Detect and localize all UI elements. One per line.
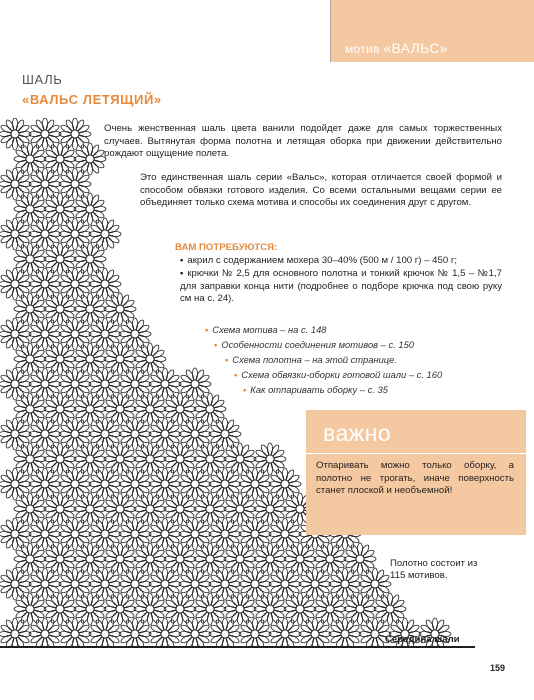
flower-motif	[194, 593, 226, 625]
flower-motif	[134, 443, 166, 475]
flower-motif	[269, 618, 301, 648]
flower-motif	[29, 518, 61, 550]
page-title: ШАЛЬ	[22, 72, 63, 87]
flower-motif	[119, 318, 151, 350]
flower-motif	[164, 543, 196, 575]
flower-motif	[104, 343, 136, 375]
flower-motif	[149, 368, 181, 400]
flower-motif	[329, 618, 361, 648]
flower-motif	[74, 293, 106, 325]
flower-motif	[314, 593, 346, 625]
flower-motif	[104, 293, 136, 325]
center-line-label: Середина шали	[385, 634, 460, 645]
flower-motif	[0, 118, 31, 150]
flower-motif	[0, 168, 31, 200]
flower-motif	[164, 443, 196, 475]
flower-motif	[44, 143, 76, 175]
flower-motif	[29, 168, 61, 200]
section-header	[345, 40, 448, 56]
flower-motif	[0, 218, 31, 250]
header-divider	[330, 0, 331, 62]
flower-motif	[224, 593, 256, 625]
flower-motif	[14, 293, 46, 325]
flower-motif	[254, 593, 286, 625]
flower-motif	[89, 318, 121, 350]
flower-motif	[29, 368, 61, 400]
flower-motif	[14, 593, 46, 625]
materials-item-text: крючки № 2,5 для основного полотна и тонкий крючок № 1,5 – №1,7 для заправки конца нити (подробнее о подборе крючка под свою руку см на с. 24).	[180, 268, 502, 305]
flower-motif	[179, 418, 211, 450]
flower-motif	[134, 593, 166, 625]
flower-motif	[44, 343, 76, 375]
flower-motif	[59, 318, 91, 350]
flower-motif	[74, 443, 106, 475]
flower-motif	[284, 543, 316, 575]
motif-count-note: Полотно состоит из 115 мотивов.	[390, 558, 478, 582]
flower-motif	[29, 218, 61, 250]
flower-motif	[119, 518, 151, 550]
flower-motif	[209, 618, 241, 648]
flower-motif	[179, 568, 211, 600]
important-divider	[306, 453, 526, 454]
flower-motif	[149, 468, 181, 500]
important-text: Отпаривать можно только оборку, а полотно не трогать, иначе поверхность станет плоской и необъемной!	[316, 460, 514, 497]
reference-link[interactable]: • Схема мотива – на с. 148	[205, 324, 327, 335]
flower-motif	[14, 443, 46, 475]
flower-motif	[0, 418, 31, 450]
flower-motif	[209, 468, 241, 500]
flower-motif	[89, 218, 121, 250]
flower-motif	[254, 493, 286, 525]
flower-motif	[269, 468, 301, 500]
flower-motif	[149, 518, 181, 550]
flower-motif	[14, 243, 46, 275]
flower-motif	[14, 543, 46, 575]
section-name: «ВАЛЬС»	[383, 40, 448, 56]
flower-motif	[299, 568, 331, 600]
materials-item: • крючки № 2,5 для основного полотна и тонкий крючок № 1,5 – №1,7 для заправки конца нити (подробнее о подборе крючка под свою руку см на с. 24).	[180, 268, 502, 305]
flower-motif	[344, 593, 376, 625]
flower-motif	[299, 618, 331, 648]
flower-motif	[59, 268, 91, 300]
flower-motif	[194, 393, 226, 425]
flower-motif	[74, 193, 106, 225]
flower-motif	[119, 368, 151, 400]
reference-text: Схема обвязки-оборки готовой шали – с. 160	[241, 369, 443, 380]
flower-motif	[119, 418, 151, 450]
flower-motif	[119, 568, 151, 600]
flower-motif	[254, 543, 286, 575]
flower-motif	[59, 418, 91, 450]
flower-motif	[179, 518, 211, 550]
flower-motif	[74, 243, 106, 275]
flower-motif	[59, 168, 91, 200]
flower-motif	[284, 593, 316, 625]
materials-item-text: акрил с содержанием мохера 30–40% (500 м / 100 г) – 450 г;	[187, 255, 458, 266]
flower-motif	[119, 618, 151, 648]
section-prefix: мотив	[345, 42, 380, 56]
flower-motif	[179, 468, 211, 500]
flower-motif	[74, 393, 106, 425]
flower-motif	[239, 618, 271, 648]
flower-motif	[74, 543, 106, 575]
flower-motif	[89, 568, 121, 600]
flower-motif	[89, 418, 121, 450]
flower-motif	[59, 218, 91, 250]
flower-motif	[209, 568, 241, 600]
flower-motif	[29, 318, 61, 350]
flower-motif	[44, 543, 76, 575]
flower-motif	[44, 443, 76, 475]
intro-paragraph-1: Очень женственная шаль цвета ванили подойдет даже для самых торжественных случаев. Вытянутая форма полотна и летящая оборка при движении действительно рождают ощущение полета.	[104, 123, 502, 160]
center-line	[0, 646, 475, 648]
flower-motif	[104, 593, 136, 625]
flower-motif	[119, 468, 151, 500]
flower-motif	[209, 418, 241, 450]
flower-motif	[14, 393, 46, 425]
flower-motif	[0, 468, 31, 500]
reference-link[interactable]: • Схема полотна – на этой странице.	[225, 354, 397, 365]
flower-motif	[14, 343, 46, 375]
flower-motif	[239, 518, 271, 550]
flower-motif	[254, 443, 286, 475]
flower-motif	[0, 318, 31, 350]
flower-motif	[44, 493, 76, 525]
flower-motif	[269, 518, 301, 550]
flower-motif	[29, 568, 61, 600]
flower-motif	[269, 568, 301, 600]
flower-motif	[149, 618, 181, 648]
flower-motif	[59, 118, 91, 150]
flower-motif	[374, 593, 406, 625]
reference-link[interactable]: • Как отпаривать оборку – с. 35	[243, 384, 388, 395]
flower-motif	[0, 568, 31, 600]
flower-motif	[14, 193, 46, 225]
flower-motif	[74, 493, 106, 525]
flower-motif	[59, 468, 91, 500]
important-title: важно	[323, 420, 392, 446]
materials-heading: ВАМ ПОТРЕБУЮТСЯ:	[175, 242, 278, 253]
flower-motif	[74, 593, 106, 625]
flower-motif	[44, 393, 76, 425]
flower-motif	[59, 518, 91, 550]
flower-motif	[59, 568, 91, 600]
intro-paragraph-2: Это единственная шаль серии «Вальс», которая отличается своей формой и способом обвязки готового изделия. Со всеми остальными вещами серии ее объединяет только схема мотива и способы их соединения друг с другом.	[140, 172, 502, 209]
page-number: 159	[490, 663, 506, 673]
flower-motif	[134, 393, 166, 425]
flower-motif	[134, 493, 166, 525]
flower-motif	[0, 268, 31, 300]
flower-motif	[224, 493, 256, 525]
flower-motif	[89, 268, 121, 300]
flower-motif	[239, 568, 271, 600]
flower-motif	[29, 468, 61, 500]
flower-motif	[89, 518, 121, 550]
flower-motif	[44, 193, 76, 225]
flower-motif	[0, 518, 31, 550]
flower-motif	[164, 593, 196, 625]
flower-motif	[29, 268, 61, 300]
flower-motif	[104, 443, 136, 475]
flower-motif	[344, 543, 376, 575]
flower-motif	[314, 543, 346, 575]
flower-motif	[0, 368, 31, 400]
flower-motif	[74, 143, 106, 175]
flower-motif	[224, 443, 256, 475]
flower-motif	[329, 568, 361, 600]
flower-motif	[29, 118, 61, 150]
flower-motif	[209, 518, 241, 550]
flower-motif	[89, 618, 121, 648]
page-subtitle: «ВАЛЬС ЛЕТЯЩИЙ»	[22, 92, 162, 107]
flower-motif	[104, 393, 136, 425]
flower-motif	[149, 568, 181, 600]
flower-motif	[44, 293, 76, 325]
flower-motif	[194, 443, 226, 475]
flower-motif	[239, 468, 271, 500]
flower-motif	[194, 543, 226, 575]
flower-motif	[134, 343, 166, 375]
flower-motif	[89, 468, 121, 500]
flower-motif	[14, 143, 46, 175]
flower-motif	[104, 543, 136, 575]
reference-text: Схема полотна – на этой странице.	[232, 354, 397, 365]
reference-text: Как отпаривать оборку – с. 35	[250, 384, 388, 395]
flower-motif	[0, 618, 31, 648]
reference-link[interactable]: • Особенности соединения мотивов – с. 150	[214, 339, 415, 350]
flower-motif	[164, 493, 196, 525]
materials-item: • акрил с содержанием мохера 30–40% (500 м / 100 г) – 450 г;	[180, 255, 458, 266]
flower-motif	[44, 243, 76, 275]
reference-text: Схема мотива – на с. 148	[212, 324, 327, 335]
flower-motif	[179, 618, 211, 648]
reference-text: Особенности соединения мотивов – с. 150	[221, 339, 415, 350]
flower-motif	[224, 543, 256, 575]
flower-motif	[359, 568, 391, 600]
flower-motif	[134, 543, 166, 575]
flower-motif	[149, 418, 181, 450]
flower-motif	[44, 593, 76, 625]
flower-motif	[59, 618, 91, 648]
flower-motif	[89, 368, 121, 400]
reference-link[interactable]: • Схема обвязки-оборки готовой шали – с. 160	[234, 369, 443, 380]
flower-motif	[194, 493, 226, 525]
flower-motif	[14, 493, 46, 525]
flower-motif	[29, 618, 61, 648]
flower-motif	[104, 493, 136, 525]
flower-motif	[29, 418, 61, 450]
flower-motif	[74, 343, 106, 375]
flower-motif	[179, 368, 211, 400]
flower-motif	[59, 368, 91, 400]
flower-motif	[164, 393, 196, 425]
